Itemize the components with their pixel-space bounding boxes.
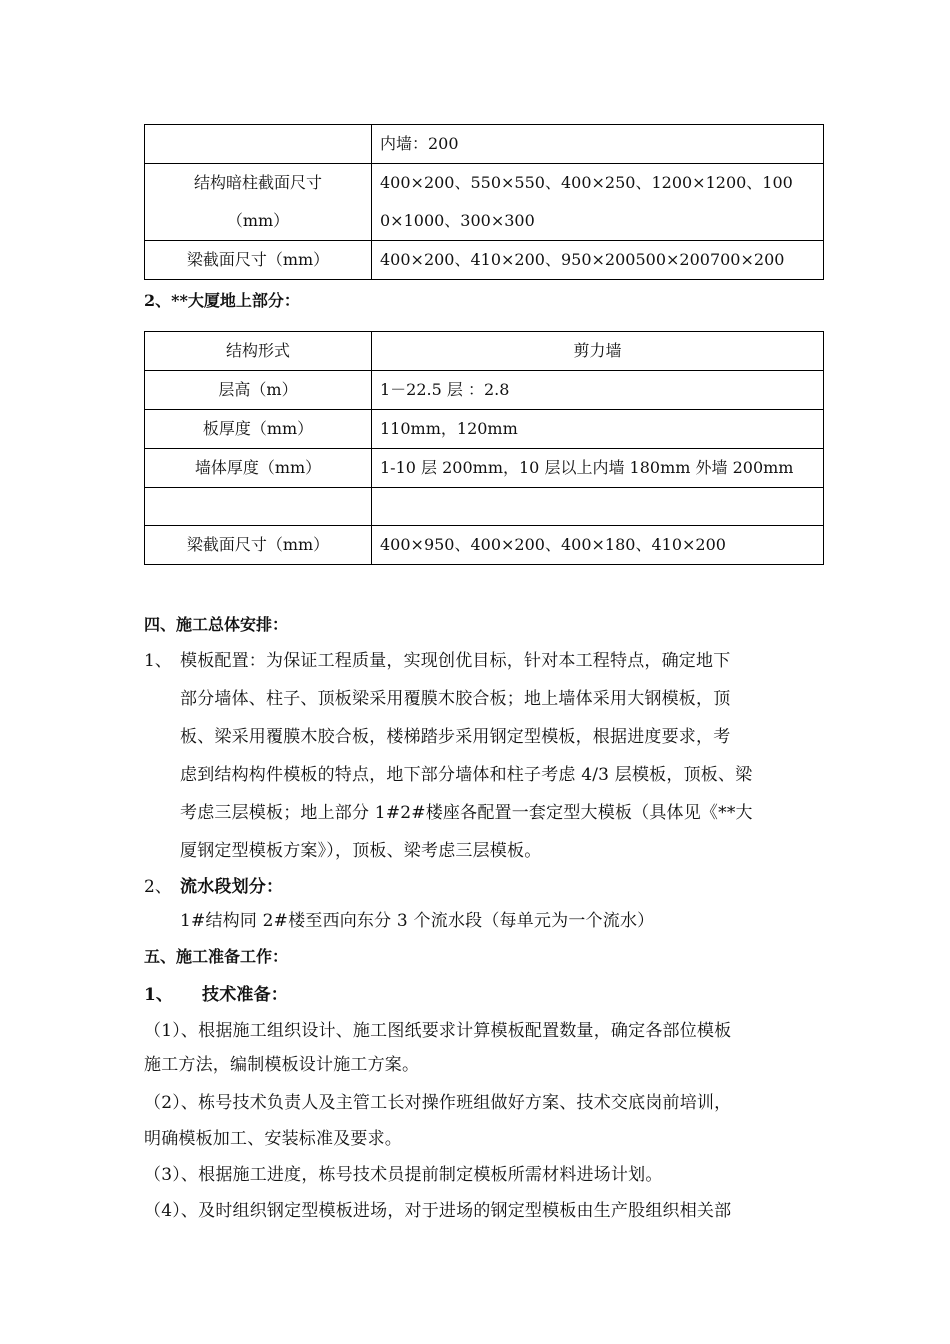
table-cell-label: 板厚度（mm） <box>145 410 372 449</box>
table-row <box>145 332 824 371</box>
table-cell-value: 剪力墙 <box>372 332 824 371</box>
subsection-title: 技术准备： <box>202 985 288 1005</box>
paragraph-line: 模板配置：为保证工程质量，实现创优目标，针对本工程特点，确定地下 <box>180 651 731 671</box>
table-cell-label <box>145 164 372 241</box>
paragraph-line: （3）、根据施工进度，栋号技术员提前制定模板所需材料进场计划。 <box>144 1165 663 1185</box>
table-row <box>145 241 824 280</box>
section-heading: 2、**大厦地上部分： <box>144 291 300 310</box>
paragraph-line: 1#结构同 2#楼至西向东分 3 个流水段（每单元为一个流水） <box>180 911 655 931</box>
table-row <box>145 488 824 526</box>
cell-line: 400×200、550×550、400×250、1200×1200、100 <box>380 173 793 192</box>
paragraph-line: 考虑三层模板；地上部分 1#2#楼座各配置一套定型大模板（具体见《**大 <box>180 803 753 823</box>
table-structure-underground <box>144 124 824 280</box>
paragraph-line: （1）、根据施工组织设计、施工图纸要求计算模板配置数量，确定各部位模板 <box>144 1021 732 1041</box>
table-row <box>145 371 824 410</box>
paragraph-line: （2）、栋号技术负责人及主管工长对操作班组做好方案、技术交底岗前培训， <box>144 1093 732 1113</box>
paragraph-line: 厦钢定型模板方案》），顶板、梁考虑三层模板。 <box>180 841 542 861</box>
list-number: 1、 <box>144 651 172 671</box>
table-cell-label: 结构形式 <box>145 332 372 371</box>
table-cell-value <box>372 488 824 526</box>
subsection-title: 流水段划分： <box>180 877 284 897</box>
cell-line: （mm） <box>226 211 290 230</box>
paragraph-line: 板、梁采用覆膜木胶合板，楼梯踏步采用钢定型模板，根据进度要求，考 <box>180 727 731 747</box>
table-cell-label: 层高（m） <box>145 371 372 410</box>
table-row <box>145 526 824 565</box>
table-cell-value: 1-10 层 200mm，10 层以上内墙 180mm 外墙 200mm <box>372 449 824 488</box>
table-row <box>145 449 824 488</box>
list-number: 2、 <box>144 877 172 897</box>
table-cell-value: 400×950、400×200、400×180、410×200 <box>372 526 824 565</box>
table-cell-value: 内墙：200 <box>372 125 824 164</box>
table-cell-value <box>372 164 824 241</box>
paragraph-line: 部分墙体、柱子、顶板梁采用覆膜木胶合板；地上墙体采用大钢模板，顶 <box>180 689 731 709</box>
paragraph-line: （4）、及时组织钢定型模板进场，对于进场的钢定型模板由生产股组织相关部 <box>144 1201 732 1221</box>
table-row <box>145 410 824 449</box>
list-number: 1、 <box>144 985 173 1005</box>
paragraph-line: 施工方法，编制模板设计施工方案。 <box>144 1055 420 1075</box>
table-cell-label <box>145 488 372 526</box>
table-cell-label: 梁截面尺寸（mm） <box>145 241 372 280</box>
table-structure-aboveground <box>144 331 824 565</box>
table-cell-label: 墙体厚度（mm） <box>145 449 372 488</box>
paragraph-line: 虑到结构构件模板的特点，地下部分墙体和柱子考虑 4/3 层模板，顶板、梁 <box>180 765 753 785</box>
table-cell-value: 400×200、410×200、950×200500×200700×200 <box>372 241 824 280</box>
table-row <box>145 125 824 164</box>
paragraph-line: 明确模板加工、安装标准及要求。 <box>144 1129 402 1149</box>
table-cell-label: 梁截面尺寸（mm） <box>145 526 372 565</box>
table-cell-label <box>145 125 372 164</box>
table-cell-value: 110mm，120mm <box>372 410 824 449</box>
table-cell-value: 1－22.5 层 ：2.8 <box>372 371 824 410</box>
table-row <box>145 164 824 241</box>
section-heading: 五、施工准备工作： <box>144 947 289 966</box>
section-heading: 四、施工总体安排： <box>144 615 289 634</box>
cell-line: 结构暗柱截面尺寸 <box>193 173 322 192</box>
cell-line: 0×1000、300×300 <box>380 211 535 230</box>
